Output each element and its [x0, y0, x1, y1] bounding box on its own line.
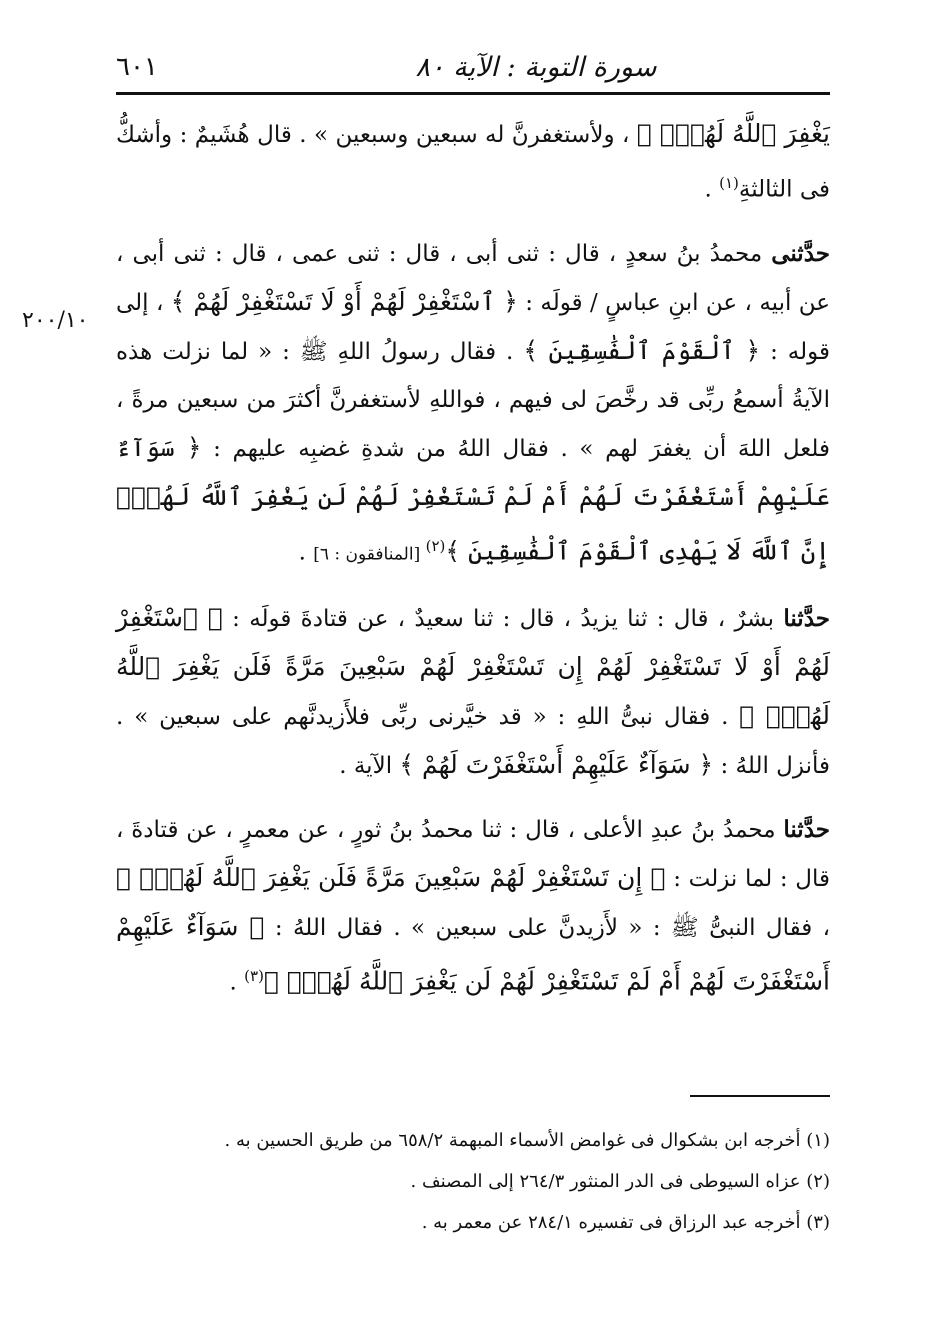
text-run: . — [704, 176, 720, 203]
quran-quote: ﴿ ٱلْقَوْمَ ٱلْفَٰسِقِينَ ﴾ — [523, 335, 761, 365]
quran-quote: ﴿ سَوَآءٌ عَلَيْهِمْ أَسْتَغْفَرْتَ لَهُمْ أَمْ لَمْ تَسْتَغْفِرْ لَهُمْ لَن يَغْفِرَ ٱللَّهُ لَهُمْۚ إِنَّ ٱللَّهَ لَا يَهْدِى ٱلْقَوْمَ ٱلْفَٰسِقِينَ ﴾ — [116, 432, 830, 566]
header-rule — [116, 92, 830, 95]
body-text — [116, 110, 830, 1023]
running-head: سورة التوبة : الآية ٨٠ — [415, 52, 657, 83]
paragraph — [116, 806, 830, 1007]
quran-quote: ﴿ ٱسْتَغْفِرْ لَهُمْ أَوْ لَا تَسْتَغْفِرْ لَهُمْ ﴾ — [170, 286, 518, 316]
footnote: (٢) عزاه السيوطى فى الدر المنثور ٢٦٤/٣ إلى المصنف . — [410, 1171, 830, 1192]
footnote: (٣) أخرجه عبد الرزاق فى تفسيره ٢٨٤/١ عن معمر به . — [421, 1212, 830, 1233]
text-run: . — [298, 539, 314, 566]
paragraph-lead: حدَّثنا — [783, 605, 830, 633]
paragraph — [116, 594, 830, 790]
footnote-rule — [690, 1095, 830, 1097]
paragraph — [116, 230, 830, 579]
text-run: بشرٌ ، قال : ثنا يزيدُ ، قال : ثنا سعيدٌ ، عن قتادةَ قولَه : — [222, 606, 784, 633]
footnote-ref[interactable]: (١) — [719, 174, 739, 192]
text-run: . فقال نبىُّ اللهِ : « قد خيَّرنى ربِّى فلأَزيدنَّهم على سبعين » . فأنزل اللهُ : — [116, 704, 830, 780]
margin-note: ٢٠٠/١٠ — [22, 308, 89, 333]
quran-quote: ﴿ سَوَآءٌ عَلَيْهِمْ أَسْتَغْفَرْتَ لَهُمْ ﴾ — [399, 750, 714, 780]
text-run: محمدُ بنُ سعدٍ ، قال : ثنى أبى ، قال : ثنى عمى ، قال : ثنى أبى ، عن أبيه ، عن ابنِ عباسٍ / قولَه : — [116, 240, 830, 316]
text-run: . فقال رسولُ اللهِ ﷺ : « لما نزلت هذه الآيةُ أسمعُ ربِّى قد رخَّصَ لى فيهم ، فواللهِ لأستغفرنَّ أكثرَ من سبعين مرةً ، فلعل اللهَ أن يغفرَ لهم » . فقال اللهُ من شدةِ غضبِه عليهم : — [116, 338, 830, 462]
quran-quote: ﴿ سَوَآءٌ عَلَيْهِمْ أَسْتَغْفَرْتَ لَهُمْ أَمْ لَمْ تَسْتَغْفِرْ لَهُمْ لَن يَغْفِرَ ٱللَّهُ لَهُمْۚ ﴾ — [116, 912, 830, 996]
text-run: ، إلى قوله : — [116, 289, 830, 365]
text-run: . — [229, 969, 245, 996]
quran-quote: ﴿ ٱسْتَغْفِرْ لَهُمْ أَوْ لَا تَسْتَغْفِرْ لَهُمْ إِن تَسْتَغْفِرْ لَهُمْ سَبْعِينَ مَرَّةً فَلَن يَغْفِرَ ٱللَّهُ لَهُمْۚ ﴾ — [116, 603, 830, 731]
text-run: الآية . — [339, 753, 400, 780]
footnote: (١) أخرجه ابن بشكوال فى غوامض الأسماء المبهمة ٦٥٨/٢ من طريق الحسين به . — [224, 1130, 830, 1151]
text-run: ، فقال النبىُّ ﷺ : « لأَزيدنَّ على سبعين » . فقال اللهُ : — [264, 915, 831, 942]
footnotes — [116, 1120, 830, 1243]
paragraph-lead: حدَّثنا — [783, 816, 830, 844]
page-number: ٦٠١ — [116, 52, 158, 82]
footnote-ref[interactable]: (٣) — [244, 967, 264, 986]
footnote-ref[interactable]: (٢) — [425, 536, 446, 555]
quran-quote: ﴿ إِن تَسْتَغْفِرْ لَهُمْ سَبْعِينَ مَرَّةً فَلَن يَغْفِرَ ٱللَّهُ لَهُمْۚ ﴾ — [116, 863, 666, 893]
sura-reference: [المنافقون : ٦] — [313, 544, 426, 565]
page-header — [116, 40, 830, 88]
text-run: محمدُ بنُ عبدِ الأعلى ، قال : ثنا محمدُ بنُ ثورٍ ، عن معمرٍ ، عن قتادةَ ، قال : لما نزلت : — [116, 817, 831, 893]
paragraph-lead: حدَّثنى — [771, 239, 830, 267]
quran-quote: يَغْفِرَ ٱللَّهُ لَهُمْۚ ﴾ — [636, 119, 830, 148]
text-run: ، ولأستغفرنَّ له سبعين وسبعين » . قال هُشَيمٌ : وأشكُّ فى الثالثةِ — [116, 122, 830, 203]
paragraph — [116, 110, 830, 214]
